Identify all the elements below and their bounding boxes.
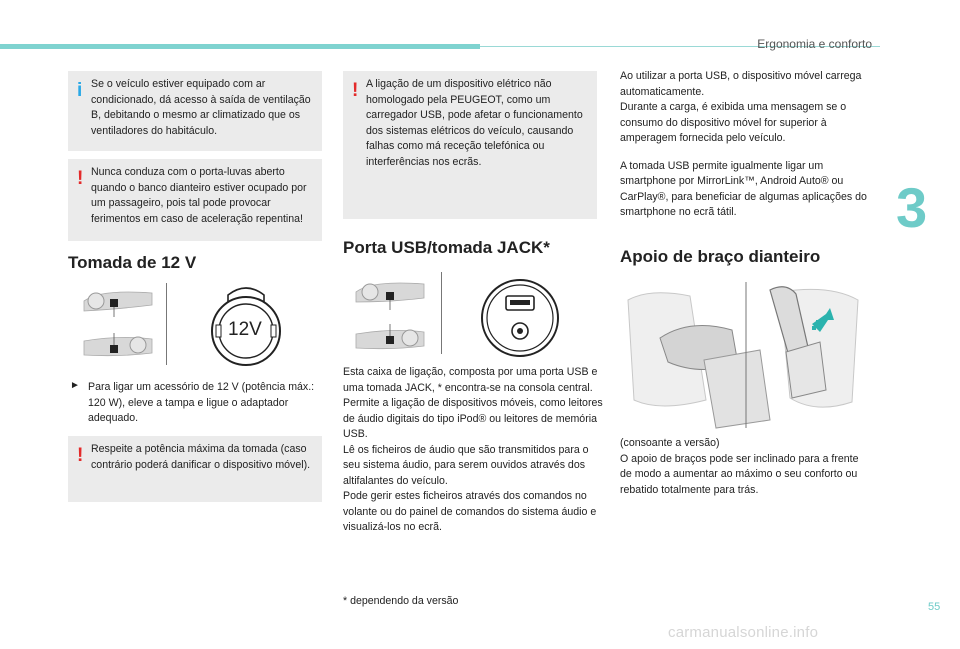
chapter-number: 3 [896, 176, 928, 239]
usb-paragraph-4: Pode gerir estes ficheiros através dos comandos no volante ou do painel de comandos do sistema áudio e visualizá-los no ecrã. [343, 490, 597, 533]
steering-wheel-icon-lower [130, 337, 146, 353]
warning-device-box [343, 71, 597, 219]
armrest-paragraph: O apoio de braços pode ser inclinado para a frente de modo a aumentar ao máximo o seu conforto ou rebatido totalmente para trás. [620, 452, 859, 496]
charging-paragraph-1: Ao utilizar a porta USB, o dispositivo móvel carrega automaticamente. [620, 70, 862, 98]
usb-description [343, 365, 605, 536]
usb-paragraph-3: Lê os ficheiros de áudio que são transmitidos para o seu sistema áudio, para serem ouvidos através dos altifalantes do veículo. [343, 443, 589, 487]
section-heading-12v: Tomada de 12 V [68, 253, 197, 272]
armrest-version-note: (consoante a versão) [620, 437, 720, 449]
illustration-divider [166, 283, 167, 365]
mirroring-paragraph: A tomada USB permite igualmente ligar um smartphone por MirrorLink™, Android Auto® ou CarPlay®, para beneficiar de algumas aplicações do smartphone no ecrã tátil. [620, 159, 867, 218]
warning-icon: ! [77, 168, 84, 189]
watermark: carmanualsonline.info [668, 624, 819, 641]
warning-power-text: Respeite a potência máxima da tomada (caso contrário poderá danificar o dispositivo móvel). [91, 443, 311, 471]
warning-glovebox-text: Nunca conduza com o porta-luvas aberto quando o banco dianteiro estiver ocupado por um passageiro, pois tal pode provocar ferimentos em caso de aceleração repentina! [91, 166, 307, 225]
info-note-box [68, 71, 322, 151]
steering-wheel-icon-upper [362, 284, 378, 300]
page-number: 55 [928, 601, 941, 613]
section-heading-usb: Porta USB/tomada JACK* [343, 238, 550, 257]
section-heading-armrest: Apoio de braço dianteiro [620, 247, 821, 266]
info-icon: i [77, 80, 83, 101]
center-console-shape [704, 350, 770, 428]
usb-jack-socket-icon [478, 276, 562, 360]
warning-icon: ! [77, 445, 84, 466]
warning-glovebox-box [68, 159, 322, 241]
instruction-12v-text: Para ligar um acessório de 12 V (potência máx.: 120 W), eleve a tampa e ligue o adaptador adequado. [88, 381, 315, 424]
socket-12v-label: 12V [228, 319, 262, 340]
socket-marker-lower [110, 345, 118, 353]
usb-charging-info [620, 69, 870, 221]
armrest-description [620, 436, 872, 498]
warning-power-box [68, 436, 322, 502]
usb-paragraph-2: Permite a ligação de dispositivos móveis, como leitores de áudio digitais do tipo iPod® ou leitores de memória USB. [343, 397, 603, 440]
warning-icon: ! [352, 80, 359, 101]
steering-wheel-icon-upper [88, 293, 104, 309]
section-title: Ergonomia e conforto [757, 37, 872, 51]
arrow-bullet-icon: ► [70, 380, 80, 391]
header-accent-bar [0, 44, 480, 49]
socket-12v-illustration [206, 281, 286, 369]
illustration-divider [441, 272, 442, 354]
armrest-hinge-shape [786, 342, 826, 398]
dashboard-location-illustration [80, 283, 160, 363]
console-location-illustration [352, 274, 432, 356]
usb-paragraph-1: Esta caixa de ligação, composta por uma porta USB e uma tomada JACK, * encontra-se na consola central. [343, 366, 598, 394]
info-note-text: Se o veículo estiver equipado com ar condicionado, dá acesso à saída de ventilação B, debitando o mesmo ar climatizado que os ventiladores do habitáculo. [91, 78, 311, 137]
instruction-12v [68, 380, 318, 427]
socket-marker-upper [110, 299, 118, 307]
steering-wheel-icon-lower [402, 330, 418, 346]
usb-marker-upper [386, 292, 394, 300]
footnote: * dependendo da versão [343, 595, 459, 607]
usb-marker-lower [386, 336, 394, 344]
armrest-illustration [620, 280, 870, 430]
warning-device-text: A ligação de um dispositivo elétrico não homologado pela PEUGEOT, como um carregador USB, pode afetar o funcionamento dos sistemas elétricos do veículo, causando falhas como má receção telefónica ou interferências nos ecrãs. [366, 78, 583, 168]
charging-paragraph-2: Durante a carga, é exibida uma mensagem se o consumo do dispositivo móvel for superior à amperagem fornecida pelo veículo. [620, 101, 847, 144]
